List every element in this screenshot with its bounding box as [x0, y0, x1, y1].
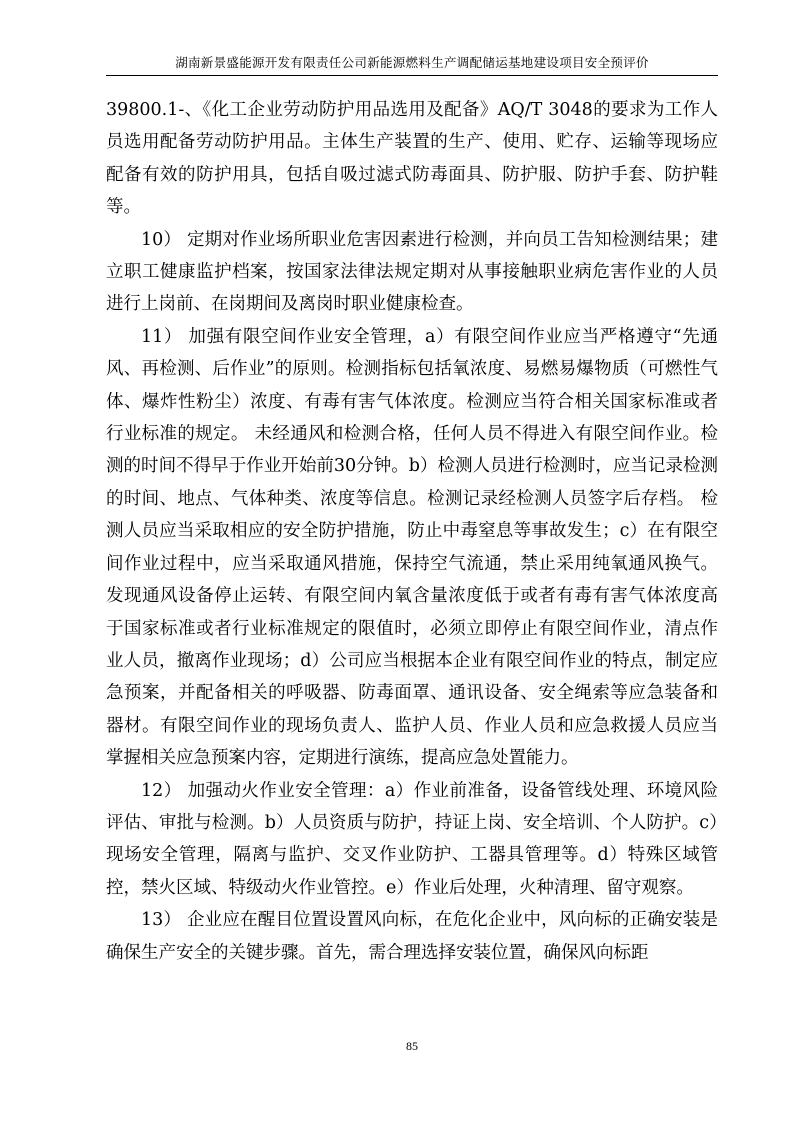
page-number: 85 [406, 1039, 418, 1053]
page-header-title: 湖南新景盛能源开发有限责任公司新能源燃料生产调配储运基地建设项目安全预评价 [175, 55, 649, 70]
document-body [106, 94, 718, 969]
paragraph-item-10: 10） 定期对作业场所职业危害因素进行检测，并向员工告知检测结果；建立职工健康监护档案，按国家法律法规定期对从事接触职业病危害作业的人员进行上岗前、在岗期间及离岗时职业健康检查。 [106, 229, 718, 315]
header-divider [106, 75, 718, 76]
paragraph-ppe-continuation: 39800.1-、《化工企业劳动防护用品选用及配备》AQ/T 3048的要求为工作人员选用配备劳动防护用品。主体生产装置的生产、使用、贮存、运输等现场应配备有效的防护用具，包括自吸过滤式防毒面具、防护服、防护手套、防护鞋等。 [106, 100, 718, 218]
paragraph-item-13: 13） 企业应在醒目位置设置风向标，在危化企业中，风向标的正确安装是确保生产安全的关键步骤。首先，需合理选择安装位置，确保风向标距 [106, 910, 718, 963]
paragraph-item-11: 11） 加强有限空间作业安全管理，a）有限空间作业应当严格遵守“先通风、再检测、后作业”的原则。检测指标包括氧浓度、易燃易爆物质（可燃性气体、爆炸性粉尘）浓度、有毒有害气体浓度。检测应当符合相关国家标准或者行业标准的规定。 未经通风和检测合格，任何人员不得进入有限空间作业。检测的时间不得早于作业开始前30分钟。b）检测人员进行检测时，应当记录检测的时间、地点、气体种类、浓度等信息。检测记录经检测人员签字后存档。 检测人员应当采取相应的安全防护措施，防止中毒窒息等事故发生；c）在有限空间作业过程中，应当采取通风措施，保持空气流通，禁止采用纯氧通风换气。 发现通风设备停止运转、有限空间内氧含量浓度低于或者有毒有害气体浓度高于国家标准或者行业标准规定的限值时，必须立即停止有限空间作业，清点作业人员，撤离作业现场；d）公司应当根据本企业有限空间作业的特点，制定应急预案，并配备相关的呼吸器、防毒面罩、通讯设备、安全绳索等应急装备和器材。有限空间作业的现场负责人、监护人员、作业人员和应急救援人员应当掌握相关应急预案内容，定期进行演练，提高应急处置能力。 [106, 326, 718, 769]
paragraph-item-12: 12） 加强动火作业安全管理：a）作业前准备，设备管线处理、环境风险评估、审批与检测。b）人员资质与防护，持证上岗、安全培训、个人防护。c）现场安全管理，隔离与监护、交叉作业防护、工器具管理等。d）特殊区域管控，禁火区域、特级动火作业管控。e）作业后处理，火种清理、留守观察。 [106, 780, 718, 898]
